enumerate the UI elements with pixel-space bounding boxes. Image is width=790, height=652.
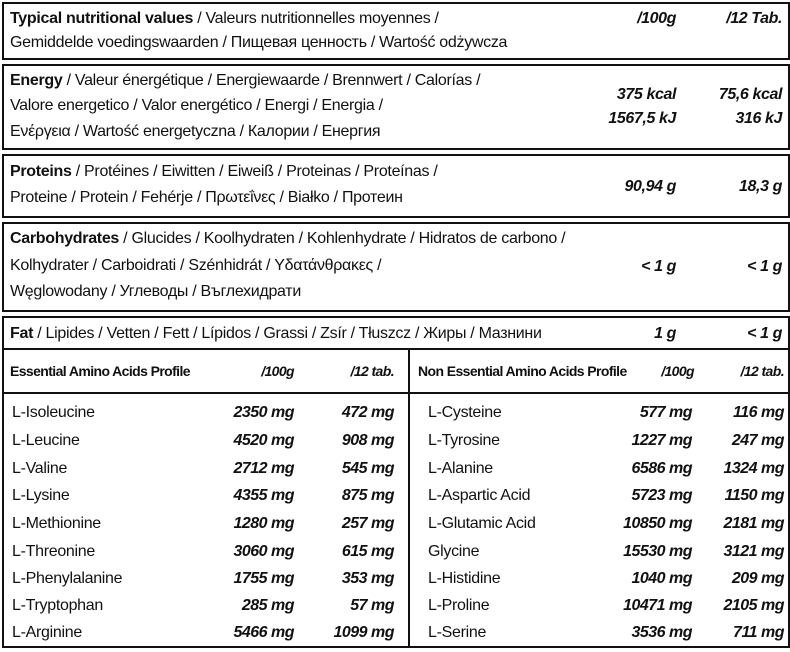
nonessential-row-12tab: 2181 mg — [723, 515, 784, 532]
fat-label-bold: Fat — [10, 325, 34, 342]
essential-row-12tab: 908 mg — [341, 432, 394, 449]
carbs-label-bold: Carbohydrates — [10, 230, 120, 247]
essential-row-12tab: 257 mg — [341, 515, 394, 532]
essential-header-rule — [4, 392, 408, 394]
essential-row-100g: 2712 mg — [233, 460, 294, 477]
header-title-rest: / Valeurs nutritionnelles moyennes / — [193, 10, 439, 27]
nonessential-row-12tab: 1324 mg — [723, 460, 784, 477]
essential-row-12tab: 875 mg — [341, 487, 394, 504]
proteins-line-1 — [10, 163, 438, 181]
proteins-label-bold: Proteins — [10, 163, 72, 180]
energy-line-2: Valore energetico / Valor energético / Energi / Energia / — [10, 97, 383, 114]
essential-row-name: L-Tryptophan — [12, 597, 103, 614]
nonessential-row-12tab: 711 mg — [733, 624, 784, 641]
fat-val-100g: 1 g — [654, 325, 676, 342]
nonessential-row-100g: 6586 mg — [631, 460, 692, 477]
nonessential-row-name: L-Tyrosine — [428, 432, 500, 449]
essential-row-12tab: 472 mg — [341, 404, 394, 421]
energy-kj-100g: 1567,5 kJ — [608, 110, 676, 127]
energy-section — [2, 64, 790, 150]
energy-line-1 — [10, 72, 480, 90]
essential-row-100g: 2350 mg — [233, 404, 294, 421]
nonessential-row-12tab: 247 mg — [731, 432, 784, 449]
carbs-line-3: Węglowodany / Углеводы / Въглехидрати — [10, 283, 301, 300]
energy-kcal-12tab: 75,6 kcal — [718, 86, 782, 103]
carbs-val-12tab: < 1 g — [747, 258, 782, 275]
essential-row-name: L-Valine — [12, 460, 68, 477]
nonessential-row-100g: 577 mg — [639, 404, 692, 421]
proteins-val-12tab: 18,3 g — [739, 178, 782, 195]
nonessential-row-100g: 1227 mg — [631, 432, 692, 449]
nonessential-row-name: L-Alanine — [428, 460, 493, 477]
essential-row-name: L-Threonine — [12, 543, 95, 560]
proteins-section — [2, 154, 790, 218]
essential-row-name: L-Isoleucine — [12, 404, 95, 421]
essential-row-100g: 285 mg — [241, 597, 294, 614]
nonessential-row-100g: 5723 mg — [631, 487, 692, 504]
header-line-1 — [10, 10, 439, 28]
nonessential-row-100g: 1040 mg — [631, 570, 692, 587]
nonessential-row-12tab: 1150 mg — [724, 487, 784, 504]
nonessential-row-name: L-Aspartic Acid — [428, 487, 531, 504]
essential-row-100g: 4355 mg — [233, 487, 294, 504]
energy-label-bold: Energy — [10, 72, 63, 89]
header-col-100g: /100g — [637, 10, 676, 27]
essential-col-12tab: /12 tab. — [350, 363, 394, 379]
carbohydrates-section — [2, 222, 790, 312]
carbs-val-100g: < 1 g — [641, 258, 676, 275]
fat-line-1 — [10, 325, 542, 343]
proteins-val-100g: 90,94 g — [624, 178, 676, 195]
nonessential-row-12tab: 209 mg — [731, 570, 784, 587]
essential-row-100g: 4520 mg — [233, 432, 294, 449]
energy-line-1-rest: / Valeur énergétique / Energiewaarde / Brennwert / Calorías / — [62, 72, 481, 89]
essential-title: Essential Amino Acids Profile — [10, 363, 190, 379]
fat-section — [2, 316, 790, 352]
nonessential-row-name: Glycine — [428, 543, 480, 560]
carbs-line-2: Kolhydrater / Carboidrati / Szénhidrát / Υδατάνθρακες / — [10, 257, 382, 274]
proteins-line-1-rest: / Protéines / Eiwitten / Eiweiß / Proteinas / Proteínas / — [71, 163, 438, 180]
nonessential-header-rule — [410, 392, 788, 394]
header-title-bold: Typical nutritional values — [10, 10, 194, 27]
nonessential-col-12tab: /12 tab. — [740, 363, 784, 379]
nonessential-row-name: L-Histidine — [428, 570, 501, 587]
header-section — [2, 2, 790, 60]
proteins-line-2: Proteine / Protein / Fehérje / Πρωτεΐνες / Białko / Протеин — [10, 189, 403, 206]
essential-row-12tab: 1099 mg — [333, 624, 394, 641]
nonessential-row-12tab: 3121 mg — [723, 543, 784, 560]
fat-line-1-rest: / Lipides / Vetten / Fett / Lípidos / Grassi / Zsír / Tłuszcz / Жиры / Мазнини — [33, 325, 542, 342]
energy-kj-12tab: 316 kJ — [735, 110, 782, 127]
essential-row-100g: 1755 mg — [233, 570, 294, 587]
essential-row-12tab: 545 mg — [341, 460, 394, 477]
essential-row-12tab: 615 mg — [341, 543, 394, 560]
essential-row-name: L-Methionine — [12, 515, 101, 532]
nonessential-row-name: L-Glutamic Acid — [428, 515, 536, 532]
nonessential-title: Non Essential Amino Acids Profile — [418, 363, 627, 379]
nonessential-row-name: L-Cysteine — [428, 404, 502, 421]
nonessential-row-100g: 3536 mg — [631, 624, 692, 641]
essential-row-100g: 5466 mg — [233, 624, 294, 641]
nonessential-row-12tab: 116 mg — [733, 404, 784, 421]
essential-row-name: L-Arginine — [12, 624, 82, 641]
nonessential-row-100g: 10471 mg — [623, 597, 692, 614]
essential-row-100g: 1280 mg — [233, 515, 294, 532]
energy-line-3: Ενέργεια / Wartość energetyczna / Калории / Енергия — [10, 123, 381, 140]
header-line-2: Gemiddelde voedingswaarden / Пищевая ценность / Wartość odżywcza — [10, 34, 508, 51]
essential-row-name: L-Phenylalanine — [12, 570, 123, 587]
essential-col-100g: /100g — [261, 363, 294, 379]
essential-row-100g: 3060 mg — [233, 543, 294, 560]
carbs-line-1-rest: / Glucides / Koolhydraten / Kohlenhydrate / Hidratos de carbono / — [119, 230, 566, 247]
fat-val-12tab: < 1 g — [747, 325, 782, 342]
nutrition-facts-sheet — [2, 2, 788, 648]
nonessential-row-name: L-Proline — [428, 597, 490, 614]
essential-row-12tab: 57 mg — [350, 597, 394, 614]
nonessential-col-100g: /100g — [661, 363, 694, 379]
nonessential-row-100g: 15530 mg — [623, 543, 692, 560]
essential-row-name: L-Leucine — [12, 432, 80, 449]
nonessential-row-name: L-Serine — [428, 624, 487, 641]
essential-row-12tab: 353 mg — [341, 570, 394, 587]
nonessential-row-100g: 10850 mg — [623, 515, 692, 532]
nonessential-row-12tab: 2105 mg — [723, 597, 784, 614]
essential-row-name: L-Lysine — [12, 487, 70, 504]
header-col-12tab: /12 Tab. — [726, 10, 782, 27]
amino-acids-section — [2, 348, 790, 648]
carbs-line-1 — [10, 230, 565, 248]
energy-kcal-100g: 375 kcal — [616, 86, 676, 103]
amino-column-divider — [408, 350, 410, 646]
